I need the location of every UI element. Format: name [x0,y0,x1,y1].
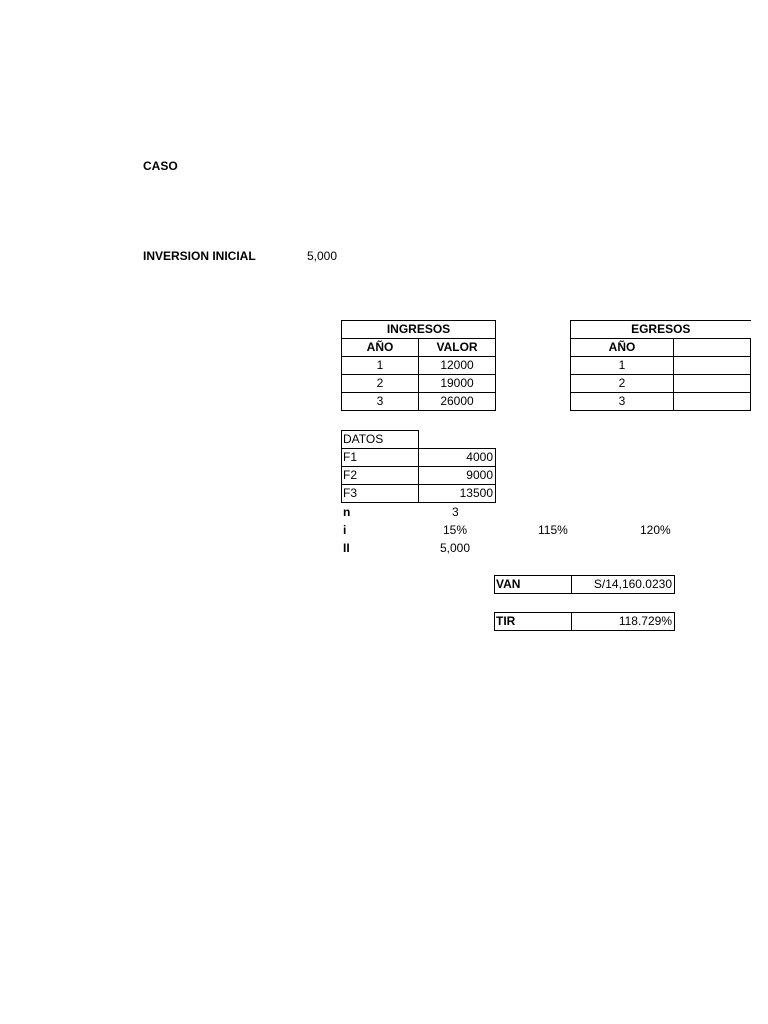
datos-title-empty [419,431,496,449]
table-row [571,357,751,375]
table-row [571,375,751,393]
inversion-inicial-label: INVERSION INICIAL [143,249,256,263]
param-n-value: 3 [452,505,459,519]
egresos-anio-cell: 2 [571,375,674,393]
ingresos-header-anio: AÑO [342,339,419,357]
caso-label: CASO [143,159,178,173]
ingresos-valor-cell: 12000 [419,357,496,375]
table-row [342,393,496,411]
egresos-table [570,320,751,411]
datos-label-cell: F2 [342,467,419,485]
datos-label-cell: F1 [342,449,419,467]
table-row [571,393,751,411]
ingresos-anio-cell: 2 [342,375,419,393]
ingresos-title: INGRESOS [342,321,496,339]
datos-title: DATOS [342,431,419,449]
ingresos-header-valor: VALOR [419,339,496,357]
tir-label: TIR [495,613,572,631]
datos-table [341,430,496,503]
datos-value-cell: 9000 [419,467,496,485]
table-row [342,467,496,485]
param-i-value: 15% [443,523,468,537]
van-table [494,575,675,594]
tir-value: 118.729% [572,613,675,631]
egresos-anio-cell: 3 [571,393,674,411]
egresos-empty-cell [674,357,751,375]
param-i-extra2: 120% [640,523,671,537]
datos-value-cell: 4000 [419,449,496,467]
van-label: VAN [495,576,572,594]
ingresos-valor-cell: 26000 [419,393,496,411]
param-n-label: n [343,505,351,519]
egresos-empty-cell [674,375,751,393]
ingresos-anio-cell: 1 [342,357,419,375]
van-value: S/14,160.0230 [572,576,675,594]
egresos-anio-cell: 1 [571,357,674,375]
inversion-inicial-value: 5,000 [307,249,338,263]
egresos-clip [570,320,691,414]
param-i-extra1: 115% [538,523,568,537]
param-i-label: i [343,523,347,537]
ingresos-anio-cell: 3 [342,393,419,411]
egresos-header-anio: AÑO [571,339,674,357]
table-row [342,357,496,375]
egresos-header-empty [674,339,751,357]
table-row [342,485,496,503]
param-ii-value: 5,000 [440,541,471,555]
datos-label-cell: F3 [342,485,419,503]
table-row [342,449,496,467]
egresos-title: EGRESOS [571,321,751,339]
param-ii-label: II [343,541,350,555]
ingresos-table [341,320,496,411]
egresos-empty-cell [674,393,751,411]
table-row [342,375,496,393]
ingresos-valor-cell: 19000 [419,375,496,393]
datos-value-cell: 13500 [419,485,496,503]
tir-table [494,612,675,631]
